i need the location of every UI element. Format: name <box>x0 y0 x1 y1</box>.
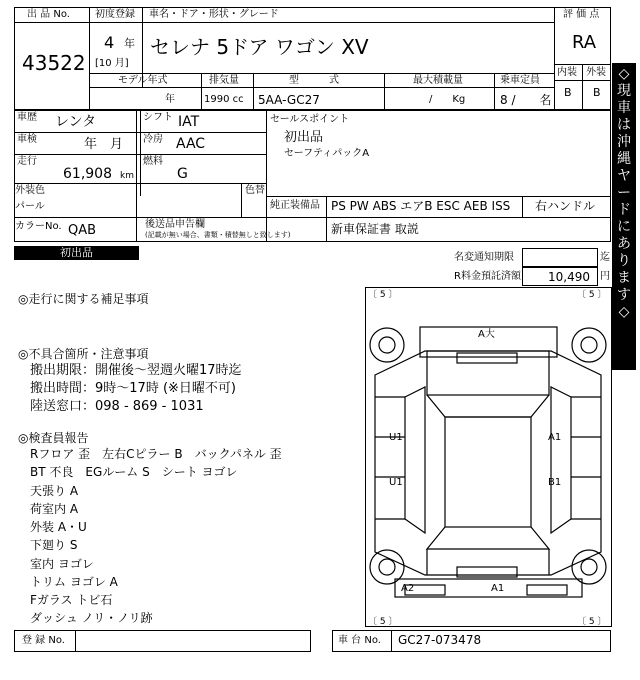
interior-grade: B <box>564 86 572 99</box>
mark-rear-left: A2 <box>401 583 415 594</box>
roof <box>445 417 531 527</box>
eval-label: 評 価 点 <box>563 9 600 20</box>
inspector-line: 外装 A・U <box>30 520 87 534</box>
pickup-period: 搬出期限：開催後～翌週火曜17時迄 <box>30 363 242 378</box>
equipment-label: 純正装備品 <box>270 200 320 211</box>
displacement-value: 1990 cc <box>204 94 244 105</box>
car-label: 車名・ドア・形状・グレード <box>149 9 279 20</box>
ac-label: 冷房 <box>143 134 163 145</box>
max-load-label: 最大積載量 <box>413 75 463 86</box>
equipment-value: PS PW ABS エアB ESC AEB ISS <box>331 199 511 213</box>
corner-bottom-left: 〔 5 〕 <box>368 617 398 627</box>
inspector-line: 天張り A <box>30 484 79 498</box>
capacity-label: 乗車定員 <box>500 75 540 86</box>
car-condition-diagram <box>365 287 612 627</box>
color-no-label: カラーNo. <box>15 221 62 232</box>
driving-notes-header: ◎走行に関する補足事項 <box>18 292 149 306</box>
history-value: レンタ <box>55 114 97 130</box>
chassis-label: 車 台 No. <box>338 635 381 646</box>
first-reg-month: [10 月] <box>95 58 129 69</box>
name-change-field <box>522 248 598 267</box>
car-name: セレナ 5ドア ワゴン XV <box>150 35 369 59</box>
ac-value: AAC <box>176 136 206 152</box>
lot-number: 43522 <box>22 51 86 75</box>
mark-left-front-door: U1 <box>389 432 403 443</box>
inspector-line: 室内 ヨゴレ <box>30 557 94 571</box>
location-notice-banner <box>612 63 636 370</box>
inspector-line: BT 不良 EGルーム S シート ヨゴレ <box>30 465 238 479</box>
mileage-value: 61,908 <box>63 166 112 182</box>
inspector-line: ダッシュ ノリ・ノリ跡 <box>30 611 153 625</box>
mark-rear-center: A1 <box>491 583 505 594</box>
first-reg-year: 4 <box>104 33 115 52</box>
chassis-value: GC27-073478 <box>398 633 482 647</box>
exterior-label: 外装 <box>586 67 606 78</box>
model-year-unit: 年 <box>165 94 175 105</box>
eval-score: RA <box>572 32 597 53</box>
color-change-label: 色替 <box>245 185 265 196</box>
first-reg-year-unit: 年 <box>124 37 135 50</box>
sales-point-1: 初出品 <box>284 130 324 145</box>
color-no-value: QAB <box>68 223 97 238</box>
first-reg-label: 初度登録 <box>95 9 135 20</box>
inspector-line: Rフロア 歪 左右Cピラー B バックパネル 歪 <box>30 447 282 461</box>
transport-contact: 陸送窓口：098 - 869 - 1031 <box>30 399 204 414</box>
warranty-value: 新車保証書 取説 <box>331 222 419 236</box>
inspector-line: 荷室内 A <box>30 502 79 516</box>
later-reg-label: 後送品申告欄 <box>145 219 205 230</box>
wheel-front-left <box>370 328 404 362</box>
inspector-line: トリム ヨゴレ A <box>30 575 118 589</box>
mileage-label: 走行 <box>17 156 37 167</box>
later-reg-note: (記載が無い場合、書類・積替無しと致します) <box>145 231 291 239</box>
mileage-unit: km <box>120 171 134 181</box>
recycle-label: R料金預託済額 <box>454 271 521 282</box>
recycle-unit: 円 <box>600 271 610 282</box>
ext-color-label: 外装色 <box>15 185 45 196</box>
mark-right-rear-door: B1 <box>548 477 562 488</box>
corner-top-right: 〔 5 〕 <box>577 290 607 300</box>
corner-top-left: 〔 5 〕 <box>368 290 398 300</box>
model-year-label: モデル年式 <box>118 75 168 86</box>
body-outline <box>375 351 601 575</box>
handle-value: 右ハンドル <box>535 199 596 213</box>
name-change-unit: 迄 <box>600 252 610 263</box>
inspector-line: Fガラス トビ石 <box>30 593 113 607</box>
inspector-header: ◎検査員報告 <box>18 431 89 445</box>
ext-color-value: パール <box>15 201 45 212</box>
sales-point-label: セールスポイント <box>270 114 350 125</box>
interior-label: 内装 <box>557 67 577 78</box>
reg-no-label: 登 録 No. <box>22 635 65 646</box>
type-label: 型 式 <box>289 75 339 86</box>
sales-point-2: セーフティパックA <box>284 148 370 159</box>
capacity-value: 8 / 名 <box>500 93 552 107</box>
pickup-time: 搬出時間：9時～17時 (※日曜不可) <box>30 381 236 396</box>
mark-front-bumper: A大 <box>478 329 495 340</box>
corner-bottom-right: 〔 5 〕 <box>577 617 607 627</box>
lot-label: 出 品 No. <box>27 9 70 20</box>
exterior-grade: B <box>593 86 601 99</box>
inspector-line: 下廻り S <box>30 538 78 552</box>
history-label: 車歴 <box>17 112 37 123</box>
inspection-value: 年 月 <box>84 137 124 152</box>
shift-value: IAT <box>178 114 200 130</box>
mark-left-rear-door: U1 <box>389 477 403 488</box>
fuel-label: 燃料 <box>143 156 163 167</box>
displacement-label: 排気量 <box>209 75 239 86</box>
inspection-label: 車検 <box>17 134 37 145</box>
recycle-value: 10,490 <box>548 270 590 284</box>
first-listing-badge: 初出品 <box>14 246 139 260</box>
defects-header: ◎不具合箇所・注意事項 <box>18 347 149 361</box>
shift-label: シフト <box>143 112 173 123</box>
fuel-value: G <box>177 166 188 182</box>
max-load-value: / Kg <box>429 94 466 105</box>
mark-right-front-door: A1 <box>548 432 562 443</box>
wheel-front-right <box>572 328 606 362</box>
location-notice-text: ◇ 現 車 は 沖 縄 ヤ ー ド に あ り ま す ◇ <box>617 66 631 320</box>
type-value: 5AA-GC27 <box>258 93 320 107</box>
name-change-label: 名変通知期限 <box>454 252 514 263</box>
rear-bumper <box>395 579 582 597</box>
